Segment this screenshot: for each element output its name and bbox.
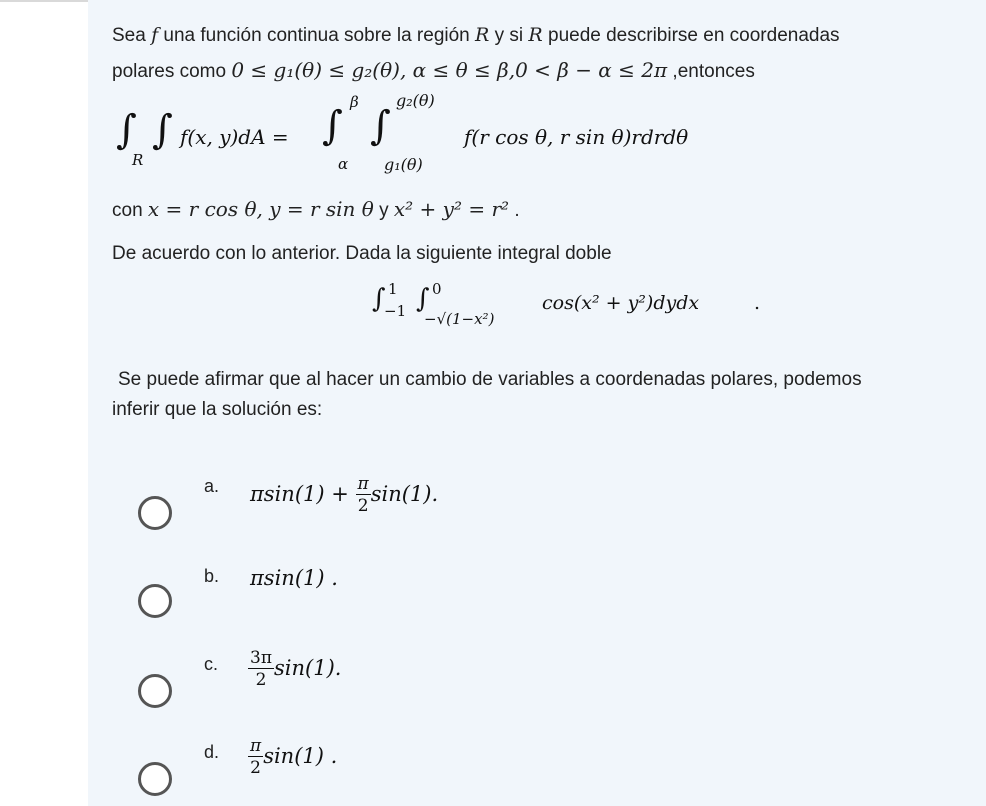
stem-text: con [112,200,148,221]
expression-part: sin(1) . [263,744,338,768]
radio-button-d[interactable] [138,762,172,796]
integral-region: R [132,151,144,169]
integral-sign: ∫ [372,284,386,314]
stem-line-afirmar-1: Se puede afirmar que al hacer un cambio de variables a coordenadas polares, podemos [118,369,862,390]
option-a-expression [250,474,438,517]
stem-line-con [112,197,520,223]
expression-part: sin(1). [274,656,342,680]
radio-button-b[interactable] [138,584,172,618]
option-letter: c. [204,654,219,674]
stem-text: ,entonces [667,61,755,82]
double-integral [372,280,792,350]
fraction-numerator: π [357,474,369,494]
option-d-expression [248,736,337,779]
option-c-expression [248,648,341,691]
option-letter: a. [204,476,220,496]
option-b-expression [250,566,338,590]
integral-sign: ∫ [152,107,173,153]
radius-identity: x² + y² = r² [393,197,510,221]
period: . [754,292,761,314]
stem-line-2 [112,58,755,84]
upper-limit-g2: g₂(θ) [396,91,435,110]
polar-integral-formula [112,91,752,185]
polar-region-condition: 0 ≤ g₁(θ) ≤ g₂(θ), α ≤ θ ≤ β,0 < β − α ≤ 2π [231,58,668,82]
math-R: R [528,24,543,46]
upper-limit-beta: β [350,93,359,111]
radio-button-a[interactable] [138,496,172,530]
stem-text: una función continua sobre la región [158,25,476,46]
lower-limit-outer: −1 [384,302,407,320]
stem-text: . [509,200,520,221]
stem-text: y [373,200,394,221]
stem-line-afirmar-2: inferir que la solución es: [112,399,323,420]
upper-limit-outer: 1 [388,280,398,298]
polar-substitution: x = r cos θ, y = r sin θ [147,197,374,221]
fraction-numerator: 3π [250,648,272,668]
integral-sign: ∫ [416,284,430,314]
lower-limit-g1: g₁(θ) [384,155,423,174]
integral-sign: ∫ [116,107,137,153]
upper-limit-inner: 0 [432,280,442,298]
fraction-numerator: π [250,736,262,756]
integrand: cos(x² + y²)dydx [542,292,700,314]
option-letter: d. [204,742,220,762]
stem-text: Sea [112,25,152,46]
integral-rhs: f(r cos θ, r sin θ)rdrdθ [464,125,689,149]
stem-line-acuerdo: De acuerdo con lo anterior. Dada la siguiente integral doble [112,243,612,264]
integral-sign: ∫ [322,103,343,149]
stem-line-1 [112,23,840,48]
integral-sign: ∫ [370,103,391,149]
fraction-denominator: 2 [250,758,261,778]
stem-text: puede describirse en coordenadas [542,25,840,46]
expression-part: πsin(1) + [250,482,356,506]
math-f: f [151,24,159,46]
stem-text: y si [489,25,529,46]
expression-part: sin(1). [370,482,439,506]
integral-lhs: f(x, y)dA = [180,125,289,149]
lower-limit-inner: −√(1−x²) [424,310,495,328]
math-R: R [475,24,490,46]
expression-part: πsin(1) . [250,566,338,590]
option-letter: b. [204,566,220,586]
fraction-denominator: 2 [357,496,369,516]
radio-button-c[interactable] [138,674,172,708]
stem-text: polares como [112,61,232,82]
lower-limit-alpha: α [338,155,349,173]
fraction-denominator: 2 [255,670,267,690]
